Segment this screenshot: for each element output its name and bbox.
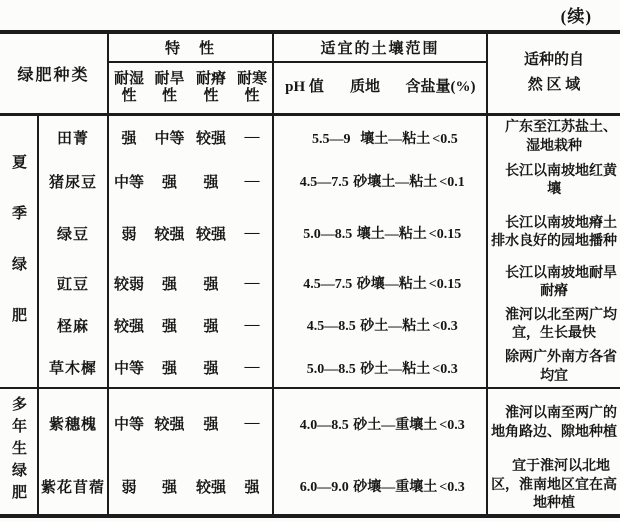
soil-texture-value: 砂土—粘土 bbox=[360, 361, 431, 377]
trait-barren: 强 bbox=[203, 174, 219, 191]
trait-drought: 强 bbox=[162, 318, 178, 335]
header-trait-barren: 耐瘠性 bbox=[190, 62, 232, 114]
soil-texture-value: 砂壤土—粘土 bbox=[353, 175, 438, 190]
soil-salt-value: <0.5 bbox=[432, 131, 458, 147]
crop-name: 草木樨 bbox=[38, 348, 108, 388]
soil-texture-value: 砂土—粘土 bbox=[360, 319, 431, 334]
header-soil-ph: pH 值 bbox=[273, 62, 335, 114]
header-region-line2: 然 区 域 bbox=[527, 77, 581, 94]
soil-ph-value: 4.5—7.5 bbox=[299, 175, 349, 190]
trait-drought: 较强 bbox=[154, 417, 185, 433]
trait-wet: 较弱 bbox=[114, 276, 145, 293]
trait-wet: 较强 bbox=[114, 318, 145, 335]
soil-range bbox=[273, 348, 487, 388]
region-text: 长江以南坡地瘠土排水良好的园地播种 bbox=[491, 215, 618, 249]
continued-label: (续) bbox=[560, 7, 592, 26]
header-soil-texture: 质地 bbox=[335, 62, 395, 114]
trait-barren: 较强 bbox=[196, 479, 227, 496]
header-trait-wet: 耐湿性 bbox=[108, 62, 149, 114]
trait-drought: 强 bbox=[162, 174, 178, 191]
trait-drought: 强 bbox=[149, 348, 190, 388]
region-text: 广东至江苏盐土、湿地栽种 bbox=[505, 120, 618, 154]
soil-ph-value: 4.5—8.5 bbox=[306, 319, 356, 334]
soil-texture-value: 壤土—粘土 bbox=[360, 131, 431, 147]
soil-range bbox=[273, 388, 487, 458]
table-row bbox=[0, 458, 620, 516]
soil-salt-value: <0.15 bbox=[428, 227, 462, 242]
soil-ph-value: 4.5—7.5 bbox=[303, 277, 353, 292]
trait-barren: 强 bbox=[190, 348, 232, 388]
header-region bbox=[487, 32, 620, 114]
region-text: 宜于淮河以北地区，淮南地区宜在高地种植 bbox=[491, 459, 618, 512]
trait-drought: 中等 bbox=[154, 131, 185, 148]
trait-drought: 强 bbox=[162, 276, 178, 293]
header-region-line1: 适种的自 bbox=[524, 51, 585, 68]
page-header-strip bbox=[0, 0, 620, 30]
soil-salt-value: <0.3 bbox=[439, 417, 465, 433]
trait-barren: 强 bbox=[203, 276, 219, 293]
trait-wet: 弱 bbox=[121, 226, 137, 243]
header-crop-type: 绿肥种类 bbox=[0, 32, 108, 114]
header-trait-cold: 耐寒性 bbox=[232, 62, 273, 114]
trait-cold: 强 bbox=[232, 458, 273, 516]
group-label-perennial: 多年生绿肥 bbox=[0, 388, 38, 516]
crop-name: 豇豆 bbox=[38, 264, 108, 302]
crop-name: 紫穗槐 bbox=[38, 388, 108, 458]
trait-barren: 较强 bbox=[196, 226, 227, 243]
table-row bbox=[0, 348, 620, 388]
crop-name: 猪尿豆 bbox=[38, 160, 108, 202]
trait-barren: 强 bbox=[203, 318, 219, 335]
soil-texture-value: 壤土—粘土 bbox=[356, 227, 427, 242]
table-row bbox=[0, 302, 620, 348]
trait-barren: 较强 bbox=[196, 131, 227, 148]
trait-barren: 强 bbox=[203, 417, 219, 433]
trait-cold: — bbox=[232, 114, 273, 160]
soil-range bbox=[273, 160, 487, 202]
region-text: 长江以南坡地耐旱耐瘠 bbox=[505, 265, 618, 299]
soil-ph-value: 6.0—9.0 bbox=[299, 480, 349, 495]
crop-name: 田菁 bbox=[38, 114, 108, 160]
trait-cold: — bbox=[232, 302, 273, 348]
region-text: 淮河以北至两广均宜，生长最快 bbox=[505, 307, 618, 341]
trait-cold: — bbox=[232, 348, 273, 388]
trait-cold: — bbox=[232, 202, 273, 264]
soil-ph-value: 5.5—9 bbox=[312, 131, 351, 147]
soil-range bbox=[273, 114, 487, 160]
trait-wet: 强 bbox=[121, 131, 137, 148]
header-soil-salt: 含盐量(%) bbox=[395, 62, 487, 114]
soil-range bbox=[273, 458, 487, 516]
trait-wet: 弱 bbox=[121, 479, 137, 496]
table-row bbox=[0, 160, 620, 202]
soil-range bbox=[273, 302, 487, 348]
trait-wet: 中等 bbox=[114, 417, 145, 433]
soil-texture-value: 砂壤—重壤土 bbox=[353, 480, 438, 495]
crop-name: 紫花苜蓿 bbox=[38, 458, 108, 516]
soil-salt-value: <0.3 bbox=[439, 480, 465, 495]
soil-range bbox=[273, 264, 487, 302]
group-label-summer: 夏季绿肥 bbox=[0, 114, 38, 388]
trait-drought: 强 bbox=[162, 479, 178, 496]
soil-range bbox=[273, 202, 487, 264]
header-traits-group: 特 性 bbox=[108, 32, 273, 62]
trait-drought: 较强 bbox=[154, 226, 185, 243]
soil-texture-value: 砂土—重壤土 bbox=[353, 417, 438, 433]
soil-salt-value: <0.15 bbox=[428, 277, 462, 292]
region-text: 除两广外南方各省均宜 bbox=[487, 348, 620, 388]
soil-salt-value: <0.1 bbox=[439, 175, 465, 190]
soil-ph-value: 4.0—8.5 bbox=[299, 417, 349, 433]
soil-texture-value: 砂壤—粘土 bbox=[356, 277, 427, 292]
soil-ph-value: 5.0—8.5 bbox=[306, 361, 356, 377]
trait-wet: 中等 bbox=[114, 174, 145, 191]
header-soil-group: 适宜的土壤范围 bbox=[273, 32, 487, 62]
table-row bbox=[0, 202, 620, 264]
header-trait-drought: 耐旱性 bbox=[149, 62, 190, 114]
region-text: 长江以南坡地红黄壤 bbox=[505, 163, 618, 197]
table-row bbox=[0, 264, 620, 302]
region-text: 淮河以南至两广的地角路边、隙地种植 bbox=[491, 406, 618, 440]
table-row bbox=[0, 388, 620, 458]
table-row bbox=[0, 114, 620, 160]
soil-salt-value: <0.3 bbox=[432, 319, 458, 334]
trait-cold: — bbox=[232, 160, 273, 202]
trait-cold: — bbox=[232, 264, 273, 302]
trait-cold: — bbox=[232, 388, 273, 458]
green-manure-table bbox=[0, 30, 620, 518]
soil-salt-value: <0.3 bbox=[432, 361, 458, 377]
crop-name: 柽麻 bbox=[38, 302, 108, 348]
trait-wet: 中等 bbox=[108, 348, 149, 388]
crop-name: 绿豆 bbox=[38, 202, 108, 264]
soil-ph-value: 5.0—8.5 bbox=[303, 227, 353, 242]
